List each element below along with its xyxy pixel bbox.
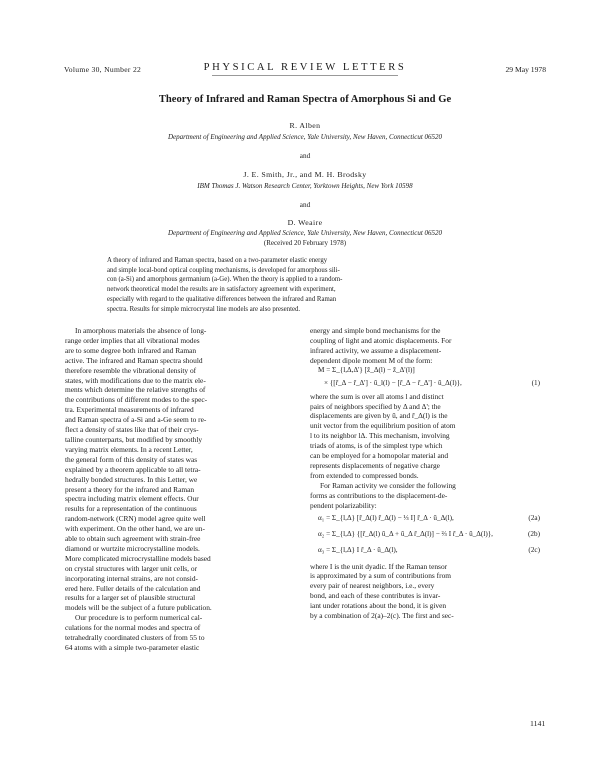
running-header: [64, 62, 546, 78]
article-title: Theory of Infrared and Raman Spectra of Amorphous Si and Ge: [158, 94, 452, 105]
body-line: results for a larger set of plausible structural: [65, 593, 196, 603]
equation-body: M = Σ_{l,Δ,Δ'} [ẑ_Δ(l) − ẑ_Δ'(l)]: [318, 365, 415, 374]
body-line: tra. Experimental measurements of infrared: [65, 405, 194, 415]
body-line: forms as contributions to the displacement-de-: [310, 490, 448, 500]
body-line: ments which determine the relative strengths of: [65, 385, 206, 395]
body-line: triads of atoms, is of the simplest type which: [310, 441, 443, 451]
body-line: results for a representation of the continuous: [65, 504, 197, 514]
body-line: where the sum is over all atoms l and distinct: [310, 391, 444, 401]
abstract-line: network theoretical model the results are in satisfactory agreement with experiment,: [107, 286, 336, 294]
body-line: tetrahedrally coordinated clusters of from 55 to: [65, 633, 205, 643]
abstract-line: especially with regard to the qualitative differences between the infrared and Raman: [107, 295, 337, 303]
body-line: flect a density of states like that of their crys-: [65, 425, 199, 435]
body-line: dependent dipole moment M of the form:: [310, 355, 433, 365]
body-line: present a theory for the infrared and Raman: [65, 484, 195, 494]
right-column: [310, 326, 540, 621]
body-line: where I is the unit dyadic. If the Raman tensor: [310, 561, 448, 571]
body-line: ered here. Fuller details of the calculation and: [65, 583, 201, 593]
body-line: bond, and each of these contributes is invar-: [310, 591, 441, 601]
body-line: every pair of nearest neighbors, i.e., every: [310, 581, 435, 591]
author-3: D. Weaire: [287, 218, 323, 227]
author-2: J. E. Smith, Jr., and M. H. Brodsky: [243, 170, 367, 179]
body-line: Our procedure is to perform numerical cal-: [75, 613, 203, 623]
equation-number: (2c): [528, 545, 540, 554]
body-line: and Raman spectra of a-Si and a-Ge seem to re-: [65, 415, 207, 425]
equation-number: (2b): [528, 529, 540, 538]
equation-number: (2a): [528, 513, 540, 522]
body-line: with experiment. On the other hand, we are un-: [65, 524, 205, 534]
equation-1-line-2: [310, 379, 540, 392]
body-line: states, with modifications due to the matrix ele-: [65, 375, 206, 385]
affiliation-2: IBM Thomas J. Watson Research Center, Yorktown Heights, New York 10598: [197, 182, 413, 190]
body-line: 64 atoms with a simple two-parameter elastic: [65, 643, 200, 652]
body-line: hedrally bonded structures. In this Letter, we: [65, 474, 198, 484]
journal-name: PHYSICAL REVIEW LETTERS: [203, 62, 407, 73]
body-line: infrared activity, we assume a displacement-: [310, 345, 442, 355]
volume-number: Volume 30, Number 22: [64, 65, 142, 74]
equation-1-line-1: [310, 366, 540, 379]
abstract: [107, 256, 505, 314]
abstract-line: spectra. Results for simple microcrystal line models are also presented.: [107, 305, 301, 313]
received-date: (Received 20 February 1978): [263, 239, 347, 247]
body-line: random-network (CRN) model agree quite well: [65, 514, 206, 524]
body-line: iant under rotations about the bond, it is given: [310, 601, 447, 611]
equation-body: α₂ = Σ_{l,Δ} {[r̂_Δ(l) ū_Δ + ū_Δ r̂_Δ(l)] − ⅔ I r̂_Δ · ū_Δ(l)},: [318, 529, 493, 538]
equation-2a: [310, 514, 540, 527]
body-line: incorporating internal strains, are not consid-: [65, 573, 198, 583]
body-line: by a combination of 2(a)–2(c). The first and sec-: [310, 611, 454, 621]
body-line: varying matrix elements. In a recent Letter,: [65, 444, 193, 454]
body-line: pendent polarizability:: [310, 500, 377, 510]
affiliation-1: Department of Engineering and Applied Science, Yale University, New Haven, Connecticut 06520: [167, 133, 443, 141]
equation-number: (1): [531, 378, 540, 387]
page-number: 1141: [530, 719, 546, 728]
equation-2c: [310, 546, 540, 559]
body-line: l to its neighbor lΔ. This mechanism, involving: [310, 431, 450, 441]
affiliation-3: Department of Engineering and Applied Science, Yale University, New Haven, Connecticut 06520: [167, 229, 443, 237]
body-line: In amorphous materials the absence of long-: [75, 326, 207, 335]
body-line: models will be the subject of a future publication.: [65, 603, 212, 613]
equation-body: α₁ = Σ_{l,Δ} [r̂_Δ(l) r̂_Δ(l) − ⅓ I] r̂_Δ · ū_Δ(l),: [318, 513, 454, 522]
body-line: More complicated microcrystalline models based: [65, 553, 211, 563]
body-line: energy and simple bond mechanisms for the: [310, 326, 441, 335]
body-line: are to some degree both infrared and Raman: [65, 345, 197, 355]
body-line: explained by a theorem applicable to all tetra-: [65, 464, 201, 474]
author-1: R. Alben: [289, 121, 321, 130]
body-line: on crystal structures with larger unit cells, or: [65, 563, 198, 573]
equation-2b: [310, 530, 540, 543]
body-line: diamond or wurtzite microcrystalline models.: [65, 543, 200, 553]
and-separator-2: and: [299, 201, 311, 209]
body-line: culations for the normal modes and spectra of: [65, 623, 201, 633]
body-line: active. The infrared and Raman spectra should: [65, 355, 203, 365]
body-line: the general form of this density of states was: [65, 454, 198, 464]
body-line: can be employed for a homopolar material and: [310, 451, 449, 461]
body-line: from extended to compressed bonds.: [310, 470, 419, 480]
body-line: For Raman activity we consider the following: [320, 480, 456, 490]
body-line: coupling of light and atomic displacements. For: [310, 335, 452, 345]
body-line: displacements are given by ū, and r̂_Δ(l) is the: [310, 411, 448, 421]
body-line: represents displacements of negative charge: [310, 460, 440, 470]
body-line: spectra including matrix element effects. Our: [65, 494, 199, 504]
body-line: unit vector from the equilibrium position of atom: [310, 421, 456, 431]
body-line: therefore resemble the vibrational density of: [65, 365, 197, 375]
equation-body: × {[r̂_Δ − r̂_Δ'] · ū_l(l) − [r̂_Δ − r̂_Δ'] · ū_Δ(l)},: [324, 378, 462, 387]
abstract-line: and simple local-bond optical coupling mechanisms, is developed for amorphous sili-: [107, 266, 340, 274]
header-rule: [212, 75, 398, 76]
issue-date: 29 May 1978: [505, 65, 546, 74]
and-separator-1: and: [299, 152, 311, 160]
equation-body: α₃ = Σ_{l,Δ} I r̂_Δ · ū_Δ(l),: [318, 545, 398, 554]
body-line: talline counterparts, but modified by smoothly: [65, 434, 203, 444]
body-line: range order implies that all vibrational modes: [65, 335, 200, 345]
body-line: pairs of neighbors specified by Δ and Δ'; the: [310, 401, 441, 411]
body-line: the contributions of different modes to the spec-: [65, 395, 208, 405]
abstract-line: con (a-Si) and amorphous germanium (a-Ge). When the theory is applied to a random-: [107, 276, 343, 284]
body-line: able to obtain such agreement with strain-free: [65, 534, 201, 544]
left-column: [65, 326, 295, 653]
abstract-line: A theory of infrared and Raman spectra, based on a two-parameter elastic energy: [107, 257, 328, 264]
body-line: is approximated by a sum of contributions from: [310, 571, 452, 581]
